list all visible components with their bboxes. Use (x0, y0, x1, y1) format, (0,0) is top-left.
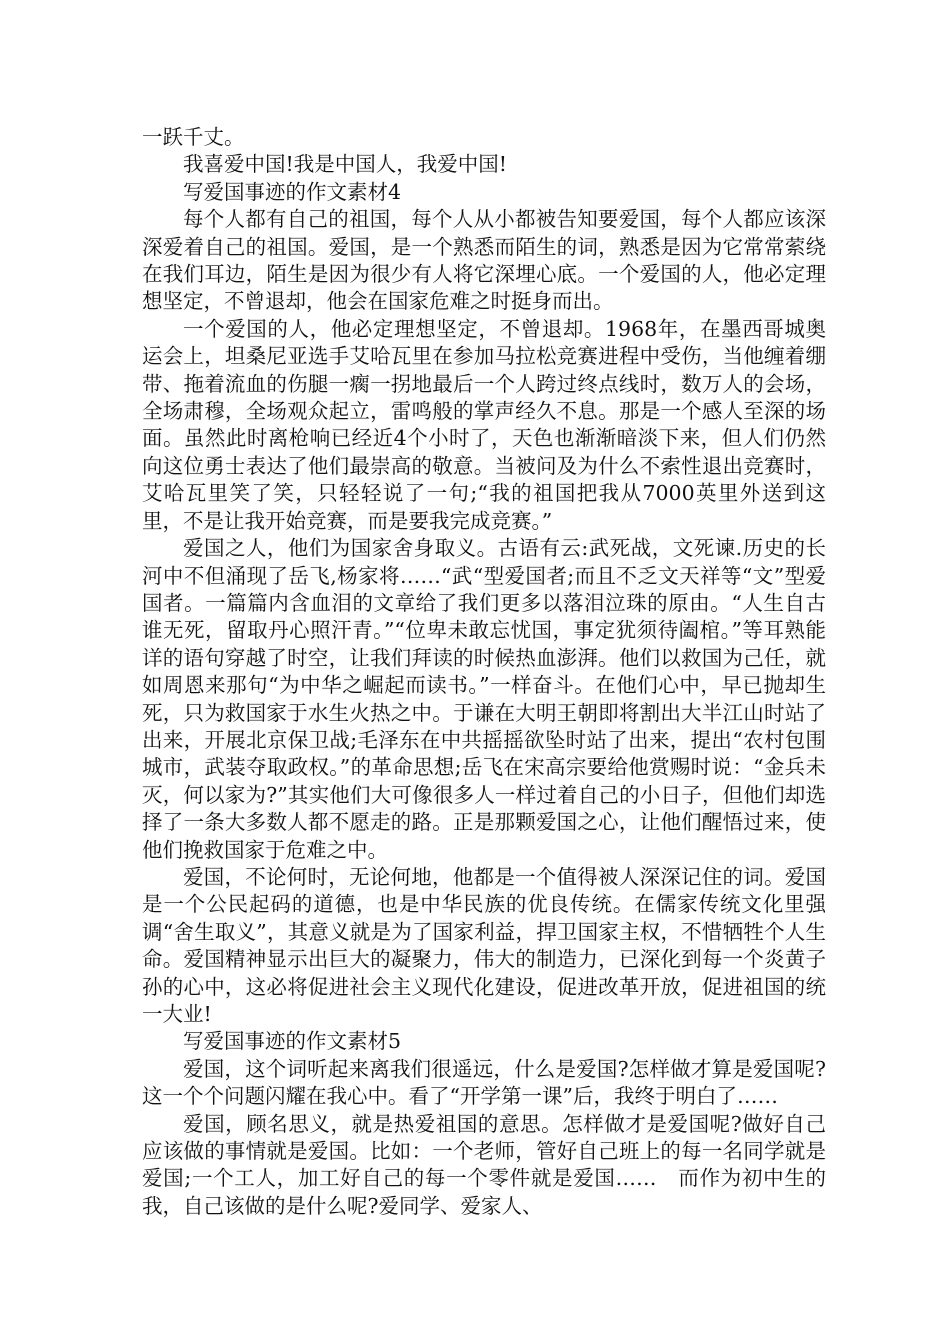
document-page (142, 124, 826, 1220)
section-heading-5: 写爱国事迹的作文素材5 (183, 1029, 402, 1054)
paragraph-love-china: 我喜爱中国!我是中国人，我爱中国! (183, 152, 507, 177)
paragraph: 爱国，顾名思义，就是热爱祖国的意思。怎样做才是爱国呢?做好自己应该做的事情就是爱国。比如：一个老师，管好自己班上的每一名同学就是爱国;一个工人，加工好自己的每一个零件就是爱国…… 而作为初中生的我，自己该做的是什么呢?爱同学、爱家人、 (142, 1111, 826, 1218)
paragraph: 爱国，不论何时，无论何地，他都是一个值得被人深深记住的词。爱国是一个公民起码的道德，也是中华民族的优良传统。在儒家传统文化里强调“舍生取义”，其意义就是为了国家利益，捍卫国家主权，不惜牺牲个人生命。爱国精神显示出巨大的凝聚力，伟大的制造力，已深化到每一个炎黄子孙的心中，这必将促进社会主义现代化建设，促进改革开放，促进祖国的统一大业! (142, 864, 826, 1026)
section-heading-4: 写爱国事迹的作文素材4 (183, 179, 402, 204)
paragraph: 一个爱国的人，他必定理想坚定，不曾退却。1968年，在墨西哥城奥运会上，坦桑尼亚选手艾哈瓦里在参加马拉松竞赛进程中受伤，当他缠着绷带、拖着流血的伤腿一瘸一拐地最后一个人跨过终点线时，数万人的会场，全场肃穆，全场观众起立，雷鸣般的掌声经久不息。那是一个感人至深的场面。虽然此时离枪响已经近4个小时了，天色也渐渐暗淡下来，但人们仍然向这位勇士表达了他们最崇高的敬意。当被问及为什么不索性退出竞赛时，艾哈瓦里笑了笑，只轻轻说了一句;“我的祖国把我从7000英里外送到这里，不是让我开始竞赛，而是要我完成竞赛。” (142, 316, 826, 533)
paragraph: 爱国，这个词听起来离我们很遥远，什么是爱国?怎样做才算是爱国呢?这一个个问题闪耀在我心中。看了“开学第一课”后，我终于明白了…… (142, 1056, 826, 1109)
paragraph: 爱国之人，他们为国家舍身取义。古语有云:武死战，文死谏.历史的长河中不但涌现了岳飞,杨家将……“武“型爱国者;而且不乏文天祥等“文”型爱国者。一篇篇内含血泪的文章给了我们更多以落泪泣珠的原由。“人生自古谁无死，留取丹心照汗青。”“位卑未敢忘忧国，事定犹须待阖棺。”等耳熟能详的语句穿越了时空，让我们拜读的时候热血澎湃。他们以救国为己任，就如周恩来那句“为中华之崛起而读书。”一样奋斗。在他们心中，早已抛却生死，只为救国家于水生火热之中。于谦在大明王朝即将割出大半江山时站了出来，开展北京保卫战;毛泽东在中共摇摇欲坠时站了出来，提出“农村包围城市，武装夺取政权。”的革命思想;岳飞在宋高宗要给他赏赐时说：“金兵未灭，何以家为?”其实他们大可像很多人一样过着自己的小日子，但他们却选择了一条大多数人都不愿走的路。正是那颗爱国之心，让他们醒悟过来，使他们挽救国家于危难之中。 (142, 536, 826, 862)
paragraph-continuation: 一跃千丈。 (142, 125, 245, 149)
paragraph: 每个人都有自己的祖国，每个人从小都被告知要爱国，每个人都应该深深爱着自己的祖国。爱国，是一个熟悉而陌生的词，熟悉是因为它常常萦绕在我们耳边，陌生是因为很少有人将它深埋心底。一个爱国的人，他必定理想坚定，不曾退却，他会在国家危难之时挺身而出。 (142, 207, 826, 314)
